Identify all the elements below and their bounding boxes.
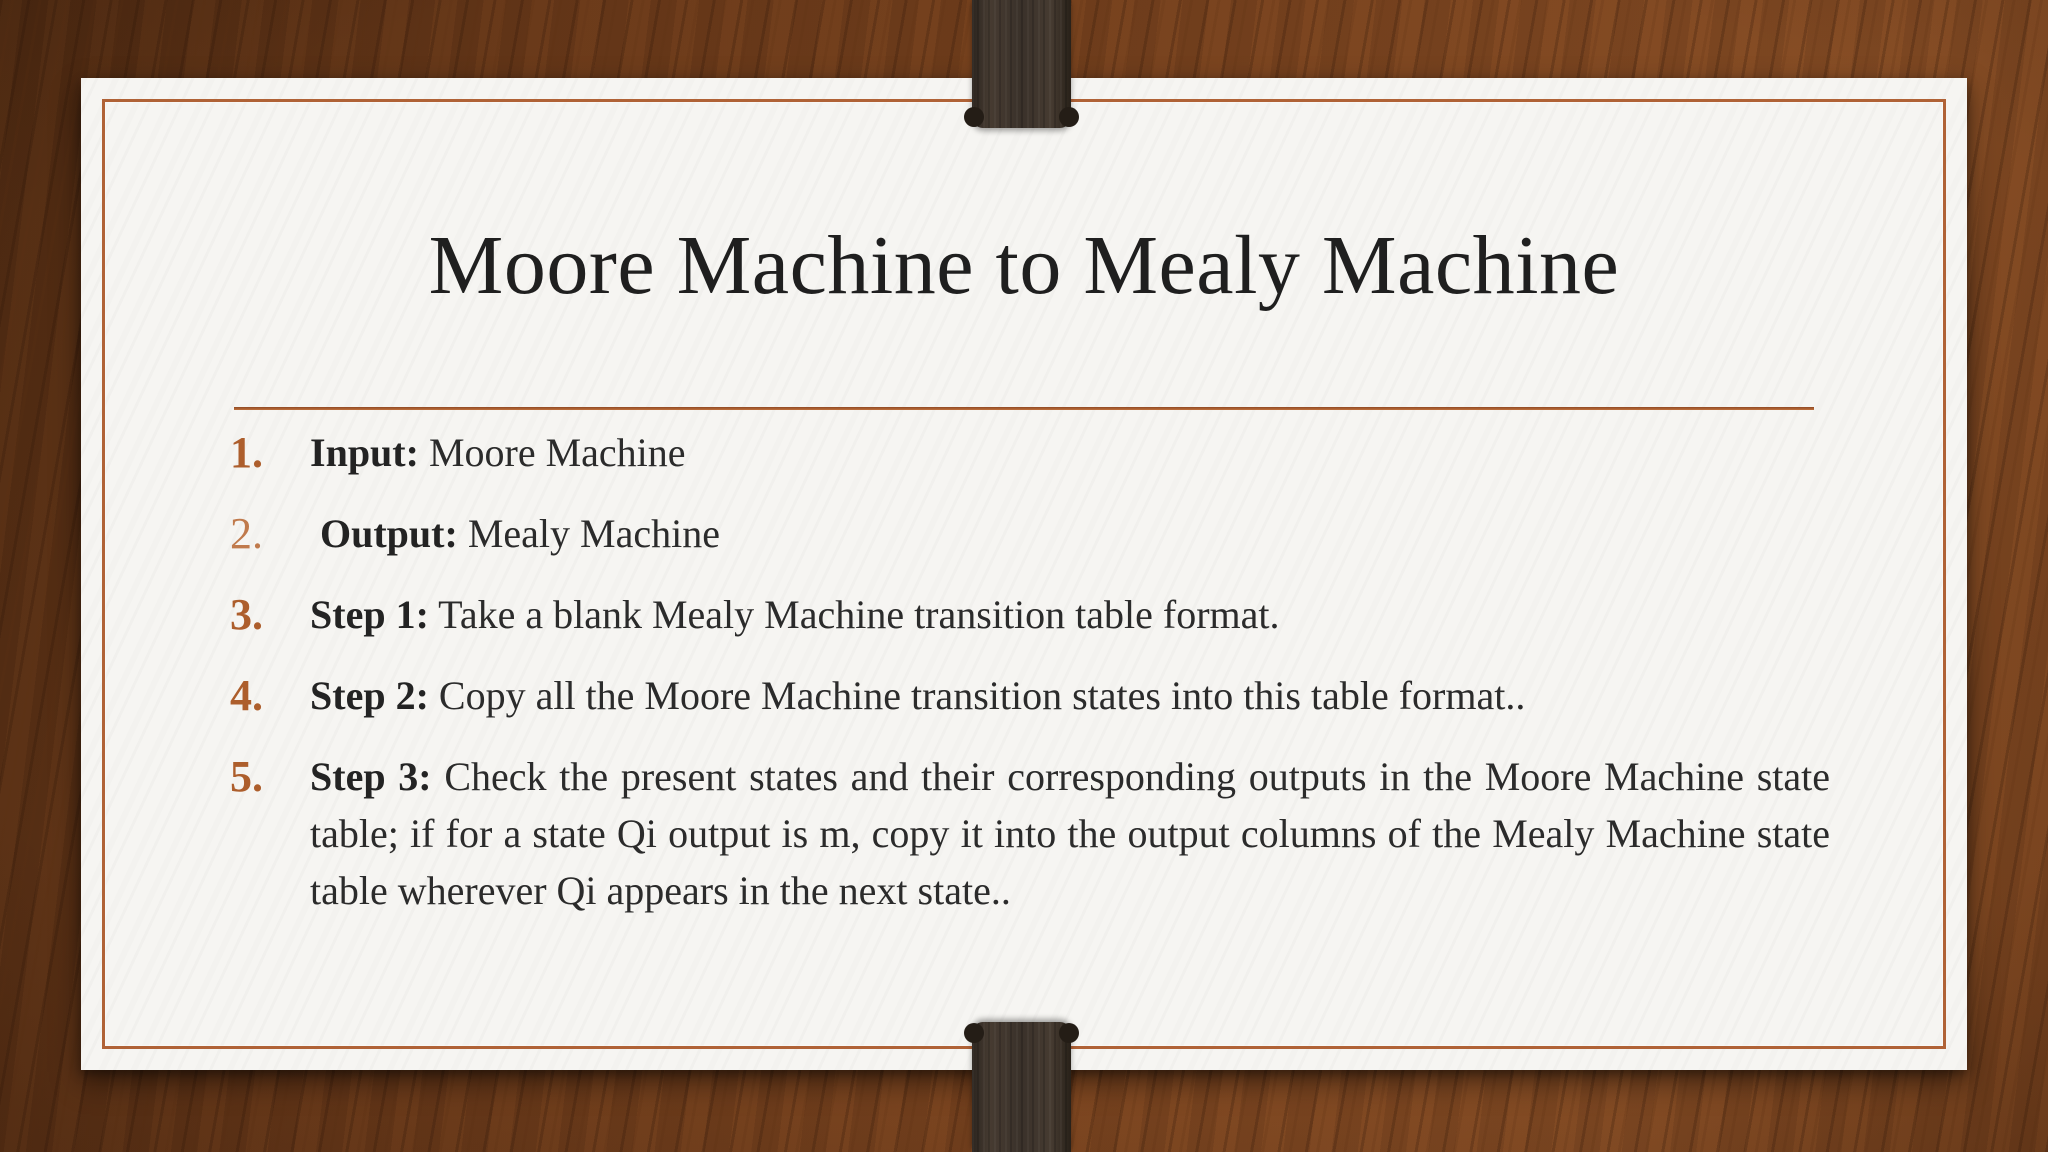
list-marker-3: 3.: [230, 590, 263, 639]
list-item-1-label: Input:: [310, 430, 419, 475]
list-item-4-label: Step 2:: [310, 673, 429, 718]
title-divider: [234, 407, 1814, 410]
list-marker-4: 4.: [230, 671, 263, 720]
list-item-2-content: [310, 505, 1830, 562]
list-marker-1: 1.: [230, 428, 263, 477]
list-item-1-text: Moore Machine: [428, 430, 686, 475]
list-item-4-text: Copy all the Moore Machine transition states into this table format..: [438, 673, 1526, 718]
list-item-5-label: Step 3:: [310, 754, 432, 799]
list-item-5-text: Check the present states and their corresponding outputs in the Moore Machine state table; if for a state Qi output is m, copy it into the output columns of the Mealy Machine state table wherever Qi appears in the next state..: [310, 754, 1831, 913]
list-item-1: [230, 424, 1830, 481]
numbered-list: [230, 424, 1830, 943]
slide-card: [81, 78, 1967, 1070]
list-item-4: [230, 667, 1830, 724]
bottom-ribbon: [972, 1022, 1071, 1152]
list-item-3-text: Take a blank Mealy Machine transition table format.: [438, 592, 1280, 637]
list-item-3-label: Step 1:: [310, 592, 429, 637]
list-item-2: [230, 505, 1830, 562]
slide-title: Moore Machine to Mealy Machine: [428, 219, 1620, 312]
list-item-5-content: [310, 748, 1830, 919]
list-item-3: [230, 586, 1830, 643]
list-item-2-label: Output:: [310, 511, 458, 556]
list-item-1-content: [310, 424, 1830, 481]
list-item-4-content: [310, 667, 1830, 724]
list-item-5: [230, 748, 1830, 919]
list-item-2-text: Mealy Machine: [467, 511, 720, 556]
list-marker-5: 5.: [230, 752, 263, 801]
top-ribbon: [972, 0, 1071, 128]
list-item-3-content: [310, 586, 1830, 643]
list-marker-2: 2.: [230, 509, 263, 558]
